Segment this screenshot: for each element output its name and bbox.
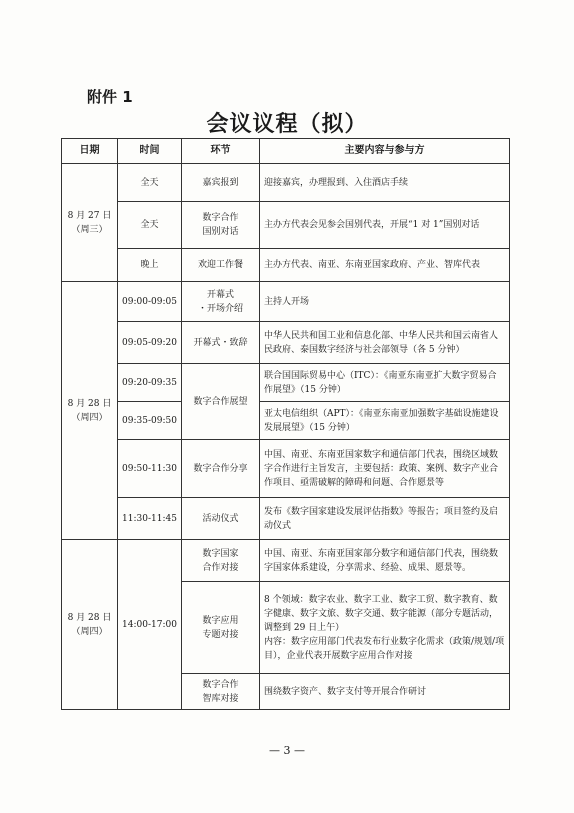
page-title: 会议议程（拟）: [206, 112, 368, 137]
session-cell: 开幕式・致辞: [182, 322, 260, 364]
content-cell: 中国、南亚、东南亚国家数字和通信部门代表，围绕区域数字合作进行主旨发言，主要包括：政策、案例、数字产业合作项目、亟需破解的障碍和问题、合作愿景等: [260, 440, 510, 498]
table-header-row: [62, 139, 510, 164]
table-row: [62, 364, 510, 402]
col-header-date: 日期: [62, 139, 118, 164]
session-cell: [182, 582, 260, 674]
date-cell: [62, 540, 118, 710]
content-cell: 中华人民共和国工业和信息化部、中华人民共和国云南省人民政府、泰国数字经济与社会部领导（各 5 分钟）: [260, 322, 510, 364]
session-cell: 嘉宾报到: [182, 164, 260, 202]
time-cell: 14:00-17:00: [118, 540, 182, 710]
date-cell: [62, 282, 118, 540]
table-row: [62, 249, 510, 282]
session-cell: 活动仪式: [182, 498, 260, 540]
content-cell: 亚太电信组织（APT）：《南亚东南亚加强数字基础设施建设发展展望》（15 分钟）: [260, 402, 510, 440]
content-cell: 主持人开场: [260, 282, 510, 322]
session-text: 数字合作 智库对接: [202, 679, 239, 704]
table-row: [62, 322, 510, 364]
table-row: [62, 202, 510, 249]
date-cell: [62, 164, 118, 282]
content-cell: 发布《数字国家建设发展评估指数》等报告；项目签约及启动仪式: [260, 498, 510, 540]
session-cell: 欢迎工作餐: [182, 249, 260, 282]
session-text: 开幕式 ・开场介绍: [197, 289, 243, 314]
session-text: 数字合作 国别对话: [202, 213, 239, 237]
attachment-label: 附件 1: [87, 88, 133, 106]
col-header-session: 环节: [182, 139, 260, 164]
table-row: [62, 282, 510, 322]
date-text: 8 月 27 日 （周三）: [67, 210, 112, 235]
time-cell: 09:20-09:35: [118, 364, 182, 402]
content-text: 8 个领域：数字农业、数字工业、数字工贸、数字教育、数字健康、数字文旅、数字交通、数字能源（部分专题活动，调整到 29 日上午） 内容：数字应用部门代表发布行业数字化需求（政策/规划/项目），企业代表开展数字应用合作对接: [264, 594, 505, 661]
session-cell: [182, 674, 260, 710]
time-cell: 全天: [118, 202, 182, 249]
session-cell: [182, 282, 260, 322]
time-cell: 09:35-09:50: [118, 402, 182, 440]
date-text: 8 月 28 日 （周四）: [67, 398, 112, 423]
agenda-table: [61, 138, 510, 710]
content-cell: 联合国国际贸易中心（ITC）：《南亚东南亚扩大数字贸易合作展望》（15 分钟）: [260, 364, 510, 402]
page-number: — 3 —: [269, 744, 305, 757]
time-cell: 全天: [118, 164, 182, 202]
content-cell: 围绕数字资产、数字支付等开展合作研讨: [260, 674, 510, 710]
content-cell: 主办方代表会见参会国别代表，开展“1 对 1”国别对话: [260, 202, 510, 249]
col-header-content: 主要内容与参与方: [260, 139, 510, 164]
session-cell: [182, 202, 260, 249]
session-cell: 数字合作分享: [182, 440, 260, 498]
content-cell: 主办方代表、南亚、东南亚国家政府、产业、智库代表: [260, 249, 510, 282]
table-row: [62, 402, 510, 440]
session-text: 数字国家 合作对接: [202, 548, 239, 573]
session-cell: 数字合作展望: [182, 364, 260, 440]
content-cell: [260, 582, 510, 674]
content-cell: 迎接嘉宾，办理报到、入住酒店手续: [260, 164, 510, 202]
table-row: [62, 440, 510, 498]
session-cell: [182, 540, 260, 582]
time-cell: 09:05-09:20: [118, 322, 182, 364]
time-cell: 09:00-09:05: [118, 282, 182, 322]
time-cell: 晚上: [118, 249, 182, 282]
date-text: 8 月 28 日 （周四）: [67, 612, 112, 637]
session-text: 数字应用 专题对接: [202, 615, 239, 640]
table-row: [62, 540, 510, 582]
table-row: [62, 498, 510, 540]
time-cell: 09:50-11:30: [118, 440, 182, 498]
content-cell: 中国、南亚、东南亚国家部分数字和通信部门代表，围绕数字国家体系建设，分享需求、经验、成果、愿景等。: [260, 540, 510, 582]
time-cell: 11:30-11:45: [118, 498, 182, 540]
col-header-time: 时间: [118, 139, 182, 164]
table-row: [62, 164, 510, 202]
